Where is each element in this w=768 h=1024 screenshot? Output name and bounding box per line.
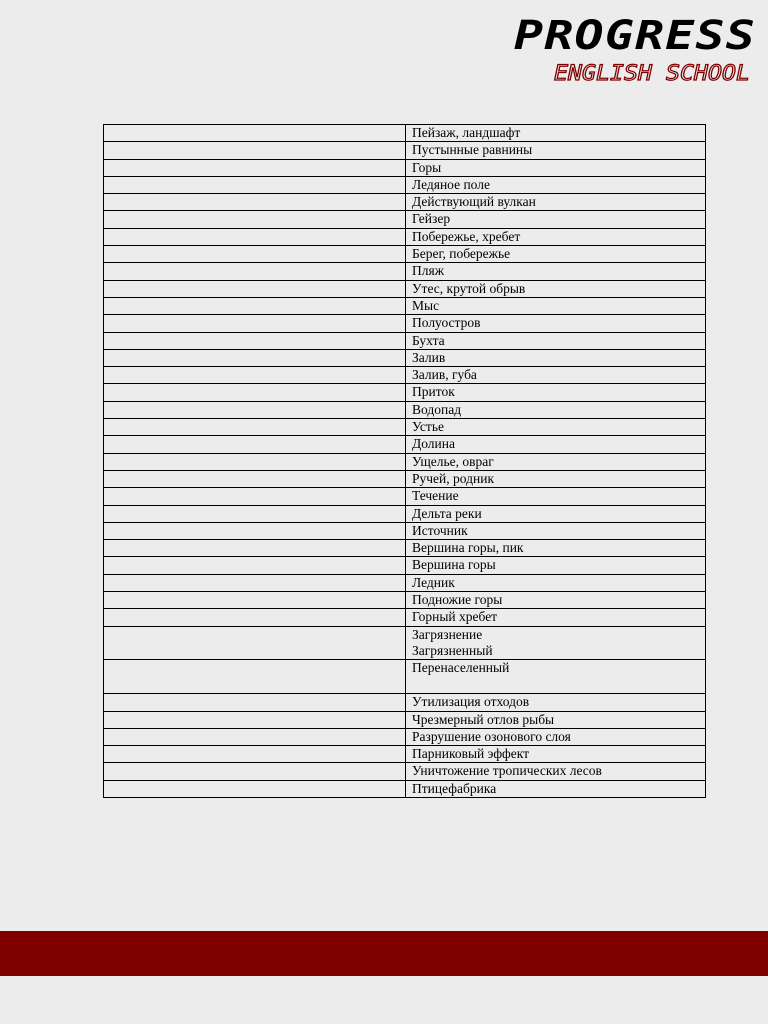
russian-term-cell: Источник: [406, 522, 706, 539]
russian-term-cell: Залив, губа: [406, 367, 706, 384]
russian-term-cell: Течение: [406, 488, 706, 505]
russian-term-cell: Пляж: [406, 263, 706, 280]
table-row: [104, 176, 706, 193]
table-row: [104, 522, 706, 539]
table-row: [104, 401, 706, 418]
brand-tagline: ENGLISH SCHOOL: [554, 61, 750, 85]
table-row: [104, 626, 706, 660]
english-term-cell: [104, 419, 406, 436]
russian-term-cell: Загрязнение Загрязненный: [406, 626, 706, 660]
english-term-cell: [104, 142, 406, 159]
table-row: [104, 419, 706, 436]
russian-term-cell: Приток: [406, 384, 706, 401]
table-row: [104, 349, 706, 366]
english-term-cell: [104, 592, 406, 609]
english-term-cell: [104, 401, 406, 418]
russian-term-cell: Пустынные равнины: [406, 142, 706, 159]
english-term-cell: [104, 436, 406, 453]
russian-term-cell: Ледяное поле: [406, 176, 706, 193]
progress-logo-graphic: [508, 12, 758, 87]
english-term-cell: [104, 228, 406, 245]
russian-term-cell: Берег, побережье: [406, 246, 706, 263]
table-row: [104, 557, 706, 574]
russian-term-cell: Утес, крутой обрыв: [406, 280, 706, 297]
russian-term-cell: Устье: [406, 419, 706, 436]
russian-term-cell: Ручей, родник: [406, 470, 706, 487]
table-row: [104, 280, 706, 297]
russian-term-cell: Горный хребет: [406, 609, 706, 626]
russian-term-cell: Ледник: [406, 574, 706, 591]
english-term-cell: [104, 609, 406, 626]
russian-term-cell: Утилизация отходов: [406, 694, 706, 711]
russian-term-cell: Чрезмерный отлов рыбы: [406, 711, 706, 728]
table-row: [104, 453, 706, 470]
english-term-cell: [104, 505, 406, 522]
table-row: [104, 728, 706, 745]
russian-term-cell: Мыс: [406, 297, 706, 314]
english-term-cell: [104, 488, 406, 505]
english-term-cell: [104, 349, 406, 366]
english-term-cell: [104, 453, 406, 470]
table-row: [104, 194, 706, 211]
english-term-cell: [104, 246, 406, 263]
table-row: [104, 540, 706, 557]
english-term-cell: [104, 470, 406, 487]
russian-term-cell: Полуостров: [406, 315, 706, 332]
russian-term-cell: Ущелье, овраг: [406, 453, 706, 470]
table-row: [104, 694, 706, 711]
table-row: [104, 488, 706, 505]
russian-term-cell: Перенаселенный: [406, 660, 706, 694]
english-term-cell: [104, 384, 406, 401]
english-term-cell: [104, 540, 406, 557]
russian-term-cell: Пейзаж, ландшафт: [406, 125, 706, 142]
english-term-cell: [104, 711, 406, 728]
russian-term-cell: Побережье, хребет: [406, 228, 706, 245]
english-term-cell: [104, 780, 406, 797]
english-term-cell: [104, 211, 406, 228]
english-term-cell: [104, 194, 406, 211]
english-term-cell: [104, 315, 406, 332]
table-row: [104, 609, 706, 626]
russian-term-cell: Водопад: [406, 401, 706, 418]
table-row: [104, 246, 706, 263]
english-term-cell: [104, 660, 406, 694]
russian-term-cell: Разрушение озонового слоя: [406, 728, 706, 745]
english-term-cell: [104, 176, 406, 193]
table-row: [104, 263, 706, 280]
russian-term-cell: Горы: [406, 159, 706, 176]
english-term-cell: [104, 557, 406, 574]
table-row: [104, 780, 706, 797]
english-term-cell: [104, 263, 406, 280]
russian-term-cell: Вершина горы, пик: [406, 540, 706, 557]
russian-term-cell: Действующий вулкан: [406, 194, 706, 211]
table-row: [104, 297, 706, 314]
table-row: [104, 660, 706, 694]
table-row: [104, 436, 706, 453]
english-term-cell: [104, 728, 406, 745]
russian-term-cell: Дельта реки: [406, 505, 706, 522]
brand-logo: [508, 12, 758, 87]
table-row: [104, 711, 706, 728]
table-row: [104, 125, 706, 142]
russian-term-cell: Бухта: [406, 332, 706, 349]
table-row: [104, 159, 706, 176]
english-term-cell: [104, 280, 406, 297]
english-term-cell: [104, 694, 406, 711]
english-term-cell: [104, 159, 406, 176]
table-row: [104, 574, 706, 591]
table-row: [104, 592, 706, 609]
brand-name: PROGRESS: [514, 13, 756, 59]
table-row: [104, 746, 706, 763]
english-term-cell: [104, 367, 406, 384]
footer-band: [0, 931, 768, 976]
russian-term-cell: Вершина горы: [406, 557, 706, 574]
table-row: [104, 228, 706, 245]
english-term-cell: [104, 574, 406, 591]
table-row: [104, 315, 706, 332]
table-row: [104, 211, 706, 228]
russian-term-cell: Залив: [406, 349, 706, 366]
table-row: [104, 384, 706, 401]
russian-term-cell: Парниковый эффект: [406, 746, 706, 763]
table-row: [104, 763, 706, 780]
english-term-cell: [104, 746, 406, 763]
table-row: [104, 367, 706, 384]
russian-term-cell: Гейзер: [406, 211, 706, 228]
table-row: [104, 142, 706, 159]
russian-term-cell: Долина: [406, 436, 706, 453]
russian-term-cell: Подножие горы: [406, 592, 706, 609]
english-term-cell: [104, 297, 406, 314]
vocabulary-table-body: [104, 125, 706, 798]
vocabulary-table: [103, 124, 706, 798]
table-row: [104, 505, 706, 522]
english-term-cell: [104, 626, 406, 660]
table-row: [104, 470, 706, 487]
english-term-cell: [104, 332, 406, 349]
english-term-cell: [104, 522, 406, 539]
english-term-cell: [104, 763, 406, 780]
russian-term-cell: Уничтожение тропических лесов: [406, 763, 706, 780]
table-row: [104, 332, 706, 349]
english-term-cell: [104, 125, 406, 142]
russian-term-cell: Птицефабрика: [406, 780, 706, 797]
